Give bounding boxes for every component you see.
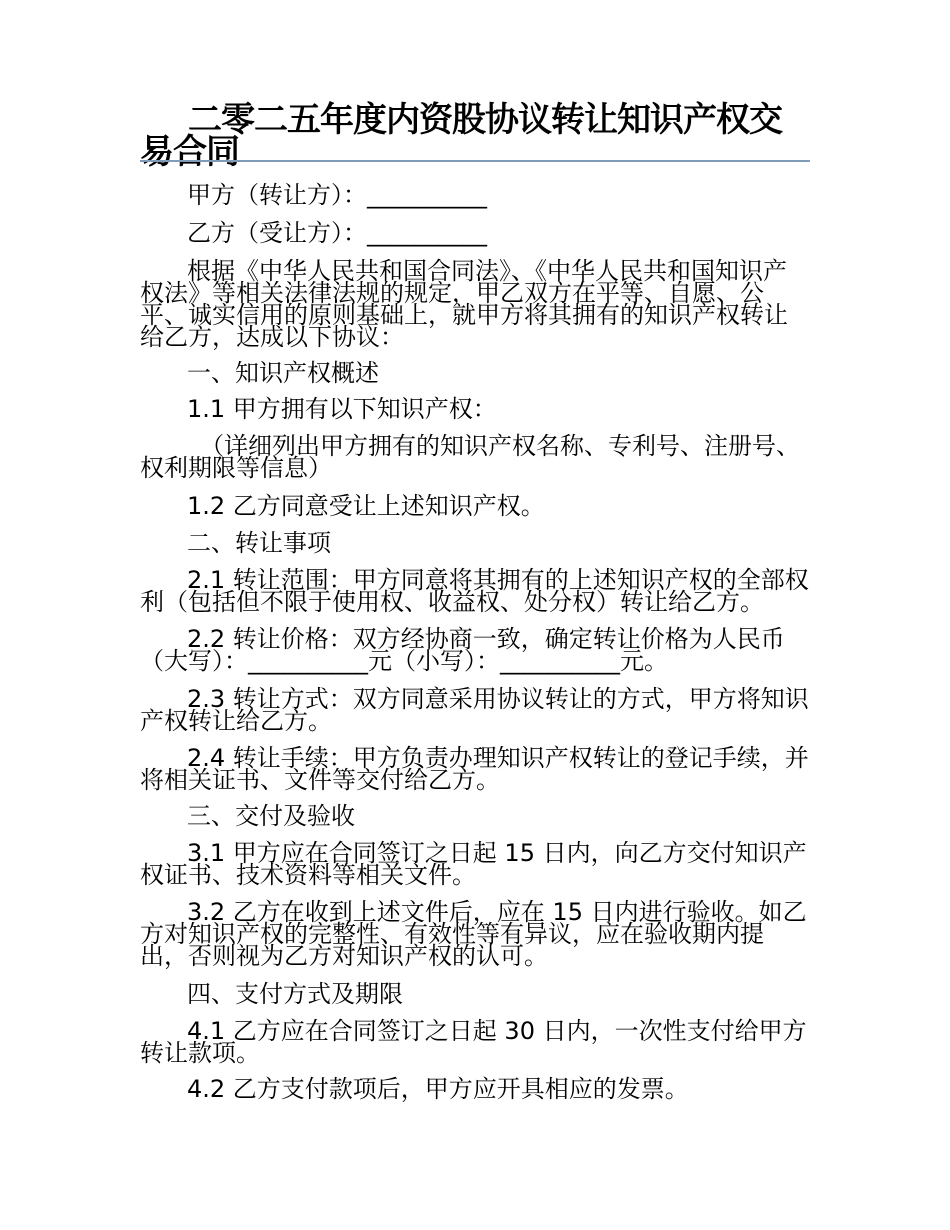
- clause-1-2: 1.2 乙方同意受让上述知识产权。: [187, 492, 545, 520]
- section-heading-2: 二、转让事项: [187, 529, 331, 557]
- clause-4-1: 4.1 乙方应在合同签订之日起 30 日内，一次性支付给甲方转让款项。: [140, 1017, 807, 1067]
- clause-2-4: 2.4 转让手续：甲方负责办理知识产权转让的登记手续，并将相关证书、文件等交付给乙方。: [140, 744, 809, 794]
- clause-1-1: 1.1 甲方拥有以下知识产权：: [187, 395, 497, 423]
- party-a-line: 甲方（转让方）：__________: [187, 181, 487, 209]
- clause-2-1: 2.1 转让范围：甲方同意将其拥有的上述知识产权的全部权利（包括但不限于使用权、收益权、处分权）转让给乙方。: [140, 566, 809, 616]
- title-underline: [140, 160, 810, 162]
- clause-3-2: 3.2 乙方在收到上述文件后，应在 15 日内进行验收。如乙方对知识产权的完整性、有效性等有异议，应在验收期内提出，否则视为乙方对知识产权的认可。: [140, 898, 807, 970]
- party-b-line: 乙方（受让方）：__________: [187, 219, 487, 247]
- document-title: 二零二五年度内资股协议转让知识产权交易合同: [140, 100, 782, 172]
- preamble-paragraph: 根据《中华人民共和国合同法》、《中华人民共和国知识产权法》等相关法律法规的规定，甲乙双方在平等、自愿、公平、诚实信用的原则基础上，就甲方将其拥有的知识产权转让给乙方，达成以下协议：: [140, 257, 788, 351]
- clause-4-2: 4.2 乙方支付款项后，甲方应开具相应的发票。: [187, 1075, 689, 1103]
- clause-1-1-detail: （详细列出甲方拥有的知识产权名称、专利号、注册号、权利期限等信息）: [140, 432, 800, 482]
- clause-2-2: 2.2 转让价格：双方经协商一致，确定转让价格为人民币（大写）：__________元（小写）：__________元。: [140, 625, 785, 675]
- section-heading-4: 四、支付方式及期限: [187, 980, 403, 1008]
- clause-2-3: 2.3 转让方式：双方同意采用协议转让的方式，甲方将知识产权转让给乙方。: [140, 685, 809, 735]
- section-heading-3: 三、交付及验收: [187, 802, 355, 830]
- clause-3-1: 3.1 甲方应在合同签订之日起 15 日内，向乙方交付知识产权证书、技术资料等相关文件。: [140, 839, 807, 889]
- section-heading-1: 一、知识产权概述: [187, 359, 379, 387]
